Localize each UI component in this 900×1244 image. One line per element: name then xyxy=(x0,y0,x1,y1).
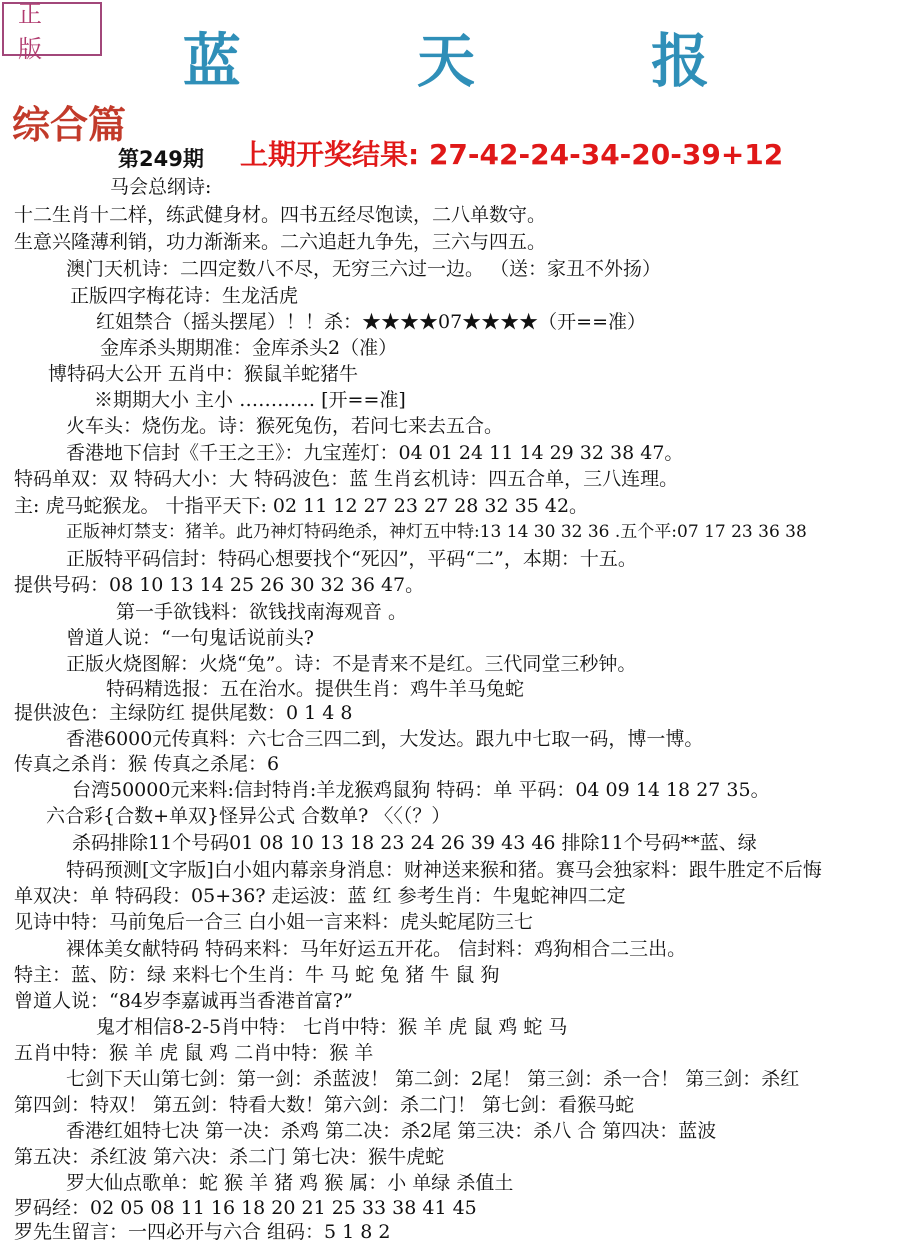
text-line: 第四剑：特双！ 第五剑：特看大数！第六剑：杀二门！ 第七剑：看猴马蛇 xyxy=(14,1094,635,1116)
text-line: 裸体美女献特码 特码来料：马年好运五开花。 信封料：鸡狗相合二三出。 xyxy=(66,938,687,960)
text-line: 正版四字梅花诗：生龙活虎 xyxy=(70,285,299,307)
text-line: 特主：蓝、防：绿 来料七个生肖：牛 马 蛇 兔 猪 牛 鼠 狗 xyxy=(14,964,500,986)
text-line: 红姐禁合（摇头摆尾）！！杀：★★★★07★★★★（开==准） xyxy=(96,311,647,333)
text-line: 杀码排除11个号码01 08 10 13 18 23 24 26 39 43 46 排除11个号码**蓝、绿 xyxy=(72,832,757,854)
edition-stamp: 正 版 xyxy=(2,2,102,56)
text-line: 曾道人说：“84岁李嘉诚再当香港首富?” xyxy=(14,990,353,1012)
text-line: 七剑下天山第七剑：第一剑：杀蓝波！ 第二剑：2尾！ 第三剑：杀一合！ 第三剑：杀红 xyxy=(66,1068,800,1090)
text-line: 生意兴隆薄利销，功力渐渐来。二六追赶九争先，三六与四五。 xyxy=(14,231,547,253)
text-line: 香港地下信封《千王之王》：九宝莲灯：04 01 24 11 14 29 32 38 47。 xyxy=(66,442,684,464)
text-line: 单双决：单 特码段：05+36? 走运波：蓝 红 参考生肖：牛鬼蛇神四二定 xyxy=(14,885,626,907)
text-line: 十二生肖十二样，练武健身材。四书五经尽饱读，二八单数守。 xyxy=(14,204,547,226)
text-line: 提供波色：主绿防红 提供尾数：0 1 4 8 xyxy=(14,702,353,724)
text-line: 火车头：烧伤龙。诗：猴死兔伤，若问七来去五合。 xyxy=(66,415,504,437)
text-line: 提供号码：08 10 13 14 25 26 30 32 36 47。 xyxy=(14,574,425,596)
text-line: ※期期大小 主小 ………… [开==准] xyxy=(94,389,406,411)
text-line: 罗大仙点歌单：蛇 猴 羊 猪 鸡 猴 属：小 单绿 杀值土 xyxy=(66,1172,514,1194)
text-line: 金库杀头期期准：金库杀头2（准） xyxy=(100,337,398,359)
section-title: 综合篇 xyxy=(12,102,127,147)
text-line: 正版神灯禁支：猪羊。此乃神灯特码绝杀，神灯五中特:13 14 30 32 36 .五个平:07 17 23 36 38 xyxy=(66,522,807,542)
text-line: 特码单双：双 特码大小：大 特码波色：蓝 生肖玄机诗：四五合单，三八连理。 xyxy=(14,468,679,490)
draw-result xyxy=(240,133,783,173)
result-label: 上期开奖结果: xyxy=(240,138,420,171)
text-line: 第一手欲钱料：欲钱找南海观音 。 xyxy=(116,601,408,623)
text-line: 马会总纲诗: xyxy=(110,176,212,198)
text-line: 六合彩{合数+单双}怪异公式 合数单? 〈〈（？） xyxy=(46,805,451,827)
text-line: 罗先生留言：一四必开与六合 组码：5 1 8 2 xyxy=(14,1221,391,1243)
text-line: 传真之杀肖：猴 传真之杀尾：6 xyxy=(14,753,280,775)
text-line: 正版火烧图解：火烧“兔”。诗：不是青来不是红。三代同堂三秒钟。 xyxy=(66,653,637,675)
text-line: 特码精选报：五在治水。提供生肖：鸡牛羊马兔蛇 xyxy=(106,678,525,700)
text-line: 曾道人说：“一句鬼话说前头? xyxy=(66,627,314,649)
text-line: 见诗中特：马前兔后一合三 白小姐一言来料：虎头蛇尾防三七 xyxy=(14,911,534,933)
text-line: 罗码经：02 05 08 11 16 18 20 21 25 33 38 41 45 xyxy=(14,1197,477,1219)
text-line: 正版特平码信封：特码心想要找个“死囚”，平码“二”，本期：十五。 xyxy=(66,548,637,570)
text-line: 特码预测[文字版]白小姐内幕亲身消息：财神送来猴和猪。赛马会独家料：跟牛胜定不后悔 xyxy=(66,859,822,881)
text-line: 鬼才相信8-2-5肖中特： 七肖中特：猴 羊 虎 鼠 鸡 蛇 马 xyxy=(96,1016,568,1038)
text-line: 台湾50000元来料:信封特肖:羊龙猴鸡鼠狗 特码：单 平码：04 09 14 18 27 35。 xyxy=(72,779,770,801)
text-line: 博特码大公开 五肖中：猴鼠羊蛇猪牛 xyxy=(48,363,359,385)
text-line: 第五决：杀红波 第六决：杀二门 第七决：猴牛虎蛇 xyxy=(14,1146,445,1168)
masthead-title: 蓝 天 报 xyxy=(182,27,788,95)
text-line: 五肖中特：猴 羊 虎 鼠 鸡 二肖中特：猴 羊 xyxy=(14,1042,374,1064)
text-line: 香港红姐特七决 第一决：杀鸡 第二决：杀2尾 第三决：杀八 合 第四决：蓝波 xyxy=(66,1120,717,1142)
result-numbers: 27-42-24-34-20-39+12 xyxy=(428,138,784,171)
issue-number: 第249期 xyxy=(118,147,204,171)
text-line: 主: 虎马蛇猴龙。 十指平天下: 02 11 12 27 23 27 28 32 35 42。 xyxy=(14,495,589,517)
text-line: 澳门天机诗：二四定数八不尽，无穷三六过一边。 （送：家丑不外扬） xyxy=(66,258,662,280)
text-line: 香港6000元传真料：六七合三四二到，大发达。跟九中七取一码，博一博。 xyxy=(66,728,704,750)
